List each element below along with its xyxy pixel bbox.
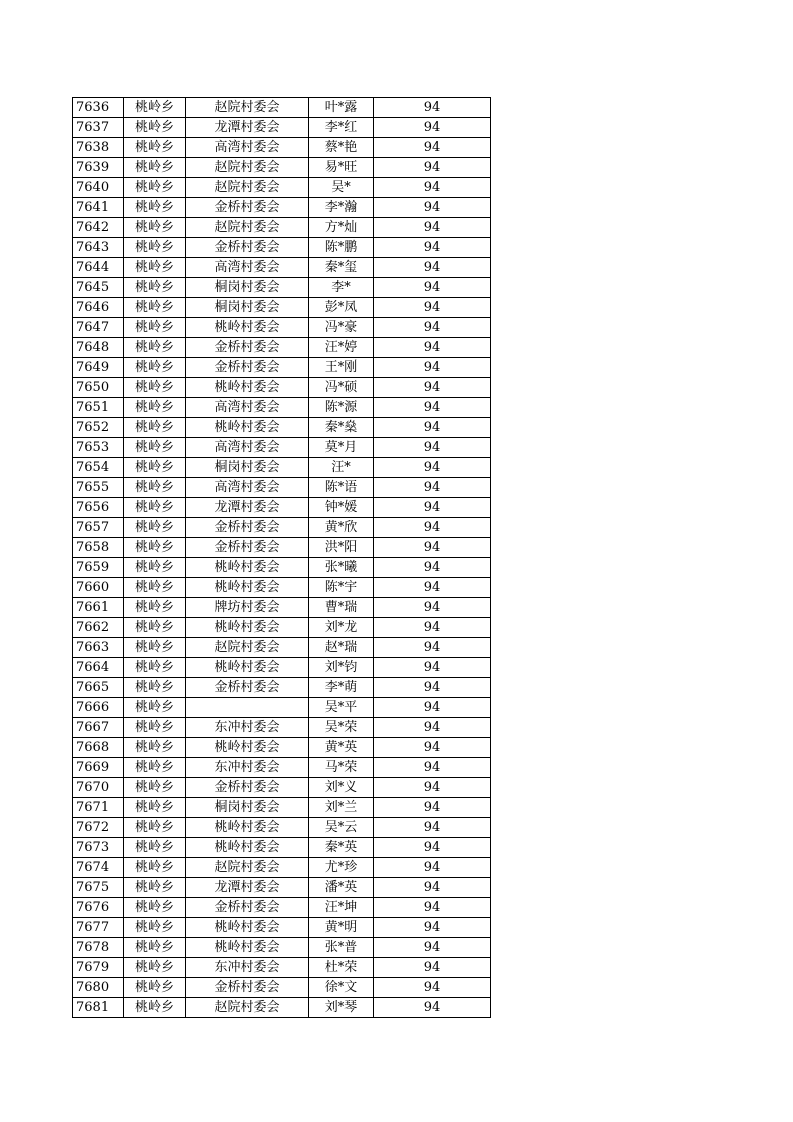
person-name-cell: 曹*瑞: [309, 598, 374, 618]
table-row: [73, 318, 491, 338]
village-committee-cell: 赵院村委会: [186, 218, 309, 238]
score-cell: 94: [374, 838, 491, 858]
township-cell: 桃岭乡: [124, 498, 186, 518]
village-committee-cell: 高湾村委会: [186, 258, 309, 278]
score-cell: 94: [374, 158, 491, 178]
village-committee-cell: 桃岭村委会: [186, 378, 309, 398]
row-number-cell: 7650: [73, 378, 124, 398]
person-name-cell: 王*刚: [309, 358, 374, 378]
person-name-cell: 洪*阳: [309, 538, 374, 558]
row-number-cell: 7677: [73, 918, 124, 938]
township-cell: 桃岭乡: [124, 678, 186, 698]
person-name-cell: 莫*月: [309, 438, 374, 458]
table-row: [73, 558, 491, 578]
person-name-cell: 钟*媛: [309, 498, 374, 518]
person-name-cell: 李*萌: [309, 678, 374, 698]
score-cell: 94: [374, 458, 491, 478]
score-cell: 94: [374, 358, 491, 378]
township-cell: 桃岭乡: [124, 738, 186, 758]
score-cell: 94: [374, 138, 491, 158]
row-number-cell: 7638: [73, 138, 124, 158]
township-cell: 桃岭乡: [124, 338, 186, 358]
table-row: [73, 878, 491, 898]
township-cell: 桃岭乡: [124, 858, 186, 878]
village-committee-cell: 高湾村委会: [186, 138, 309, 158]
township-cell: 桃岭乡: [124, 958, 186, 978]
table-row: [73, 578, 491, 598]
table-row: [73, 538, 491, 558]
table-row: [73, 498, 491, 518]
row-number-cell: 7666: [73, 698, 124, 718]
table-row: [73, 518, 491, 538]
table-row: [73, 798, 491, 818]
score-cell: 94: [374, 98, 491, 118]
table-row: [73, 198, 491, 218]
row-number-cell: 7651: [73, 398, 124, 418]
person-name-cell: 潘*英: [309, 878, 374, 898]
row-number-cell: 7645: [73, 278, 124, 298]
village-committee-cell: 金桥村委会: [186, 238, 309, 258]
person-name-cell: 李*红: [309, 118, 374, 138]
row-number-cell: 7652: [73, 418, 124, 438]
village-committee-cell: 东冲村委会: [186, 758, 309, 778]
township-cell: 桃岭乡: [124, 898, 186, 918]
township-cell: 桃岭乡: [124, 418, 186, 438]
table-row: [73, 138, 491, 158]
score-cell: 94: [374, 878, 491, 898]
township-cell: 桃岭乡: [124, 458, 186, 478]
table-row: [73, 458, 491, 478]
person-name-cell: 黄*欣: [309, 518, 374, 538]
person-name-cell: 秦*玺: [309, 258, 374, 278]
person-name-cell: 刘*琴: [309, 998, 374, 1018]
row-number-cell: 7641: [73, 198, 124, 218]
village-committee-cell: 桃岭村委会: [186, 938, 309, 958]
township-cell: 桃岭乡: [124, 118, 186, 138]
table-row: [73, 658, 491, 678]
row-number-cell: 7642: [73, 218, 124, 238]
village-committee-cell: [186, 698, 309, 718]
village-committee-cell: 金桥村委会: [186, 358, 309, 378]
row-number-cell: 7639: [73, 158, 124, 178]
village-committee-cell: 东冲村委会: [186, 718, 309, 738]
table-row: [73, 158, 491, 178]
roster-body: [73, 98, 491, 1018]
person-name-cell: 杜*荣: [309, 958, 374, 978]
village-committee-cell: 龙潭村委会: [186, 498, 309, 518]
row-number-cell: 7658: [73, 538, 124, 558]
table-row: [73, 238, 491, 258]
score-cell: 94: [374, 898, 491, 918]
person-name-cell: 刘*钧: [309, 658, 374, 678]
township-cell: 桃岭乡: [124, 778, 186, 798]
township-cell: 桃岭乡: [124, 138, 186, 158]
township-cell: 桃岭乡: [124, 718, 186, 738]
table-row: [73, 838, 491, 858]
score-cell: 94: [374, 818, 491, 838]
table-row: [73, 178, 491, 198]
township-cell: 桃岭乡: [124, 518, 186, 538]
township-cell: 桃岭乡: [124, 558, 186, 578]
village-committee-cell: 桐岗村委会: [186, 298, 309, 318]
township-cell: 桃岭乡: [124, 818, 186, 838]
table-row: [73, 218, 491, 238]
score-cell: 94: [374, 958, 491, 978]
township-cell: 桃岭乡: [124, 98, 186, 118]
township-cell: 桃岭乡: [124, 378, 186, 398]
village-committee-cell: 赵院村委会: [186, 158, 309, 178]
roster-table: [72, 97, 491, 1018]
row-number-cell: 7672: [73, 818, 124, 838]
score-cell: 94: [374, 378, 491, 398]
score-cell: 94: [374, 478, 491, 498]
table-row: [73, 858, 491, 878]
table-row: [73, 998, 491, 1018]
person-name-cell: 汪*: [309, 458, 374, 478]
score-cell: 94: [374, 758, 491, 778]
table-row: [73, 898, 491, 918]
score-cell: 94: [374, 798, 491, 818]
person-name-cell: 黄*明: [309, 918, 374, 938]
table-row: [73, 938, 491, 958]
table-row: [73, 478, 491, 498]
township-cell: 桃岭乡: [124, 298, 186, 318]
row-number-cell: 7656: [73, 498, 124, 518]
village-committee-cell: 高湾村委会: [186, 398, 309, 418]
row-number-cell: 7662: [73, 618, 124, 638]
row-number-cell: 7673: [73, 838, 124, 858]
row-number-cell: 7649: [73, 358, 124, 378]
score-cell: 94: [374, 238, 491, 258]
score-cell: 94: [374, 218, 491, 238]
score-cell: 94: [374, 778, 491, 798]
table-row: [73, 738, 491, 758]
person-name-cell: 赵*瑞: [309, 638, 374, 658]
person-name-cell: 蔡*艳: [309, 138, 374, 158]
row-number-cell: 7668: [73, 738, 124, 758]
row-number-cell: 7669: [73, 758, 124, 778]
township-cell: 桃岭乡: [124, 998, 186, 1018]
score-cell: 94: [374, 198, 491, 218]
village-committee-cell: 赵院村委会: [186, 98, 309, 118]
table-row: [73, 678, 491, 698]
village-committee-cell: 高湾村委会: [186, 438, 309, 458]
village-committee-cell: 桐岗村委会: [186, 458, 309, 478]
township-cell: 桃岭乡: [124, 918, 186, 938]
village-committee-cell: 桃岭村委会: [186, 318, 309, 338]
person-name-cell: 陈*语: [309, 478, 374, 498]
person-name-cell: 李*: [309, 278, 374, 298]
township-cell: 桃岭乡: [124, 218, 186, 238]
row-number-cell: 7646: [73, 298, 124, 318]
row-number-cell: 7643: [73, 238, 124, 258]
township-cell: 桃岭乡: [124, 938, 186, 958]
village-committee-cell: 桃岭村委会: [186, 738, 309, 758]
table-row: [73, 598, 491, 618]
score-cell: 94: [374, 858, 491, 878]
table-row: [73, 758, 491, 778]
row-number-cell: 7637: [73, 118, 124, 138]
row-number-cell: 7667: [73, 718, 124, 738]
row-number-cell: 7657: [73, 518, 124, 538]
row-number-cell: 7636: [73, 98, 124, 118]
township-cell: 桃岭乡: [124, 438, 186, 458]
table-row: [73, 278, 491, 298]
row-number-cell: 7660: [73, 578, 124, 598]
village-committee-cell: 赵院村委会: [186, 638, 309, 658]
row-number-cell: 7648: [73, 338, 124, 358]
row-number-cell: 7671: [73, 798, 124, 818]
township-cell: 桃岭乡: [124, 798, 186, 818]
score-cell: 94: [374, 618, 491, 638]
village-committee-cell: 桃岭村委会: [186, 418, 309, 438]
person-name-cell: 徐*文: [309, 978, 374, 998]
township-cell: 桃岭乡: [124, 978, 186, 998]
village-committee-cell: 牌坊村委会: [186, 598, 309, 618]
village-committee-cell: 龙潭村委会: [186, 118, 309, 138]
village-committee-cell: 金桥村委会: [186, 778, 309, 798]
table-row: [73, 338, 491, 358]
person-name-cell: 李*瀚: [309, 198, 374, 218]
township-cell: 桃岭乡: [124, 358, 186, 378]
person-name-cell: 刘*兰: [309, 798, 374, 818]
person-name-cell: 刘*龙: [309, 618, 374, 638]
score-cell: 94: [374, 718, 491, 738]
table-row: [73, 378, 491, 398]
row-number-cell: 7654: [73, 458, 124, 478]
person-name-cell: 吴*: [309, 178, 374, 198]
village-committee-cell: 桃岭村委会: [186, 918, 309, 938]
person-name-cell: 尤*珍: [309, 858, 374, 878]
score-cell: 94: [374, 918, 491, 938]
township-cell: 桃岭乡: [124, 278, 186, 298]
person-name-cell: 汪*坤: [309, 898, 374, 918]
village-committee-cell: 桃岭村委会: [186, 578, 309, 598]
township-cell: 桃岭乡: [124, 478, 186, 498]
score-cell: 94: [374, 558, 491, 578]
person-name-cell: 汪*婷: [309, 338, 374, 358]
township-cell: 桃岭乡: [124, 838, 186, 858]
person-name-cell: 方*灿: [309, 218, 374, 238]
table-row: [73, 718, 491, 738]
person-name-cell: 马*荣: [309, 758, 374, 778]
row-number-cell: 7674: [73, 858, 124, 878]
village-committee-cell: 桃岭村委会: [186, 818, 309, 838]
score-cell: 94: [374, 698, 491, 718]
table-row: [73, 618, 491, 638]
score-cell: 94: [374, 398, 491, 418]
township-cell: 桃岭乡: [124, 878, 186, 898]
table-row: [73, 698, 491, 718]
person-name-cell: 陈*鹏: [309, 238, 374, 258]
person-name-cell: 吴*荣: [309, 718, 374, 738]
person-name-cell: 黄*英: [309, 738, 374, 758]
township-cell: 桃岭乡: [124, 158, 186, 178]
person-name-cell: 吴*平: [309, 698, 374, 718]
village-committee-cell: 金桥村委会: [186, 338, 309, 358]
village-committee-cell: 龙潭村委会: [186, 878, 309, 898]
row-number-cell: 7663: [73, 638, 124, 658]
person-name-cell: 叶*露: [309, 98, 374, 118]
village-committee-cell: 金桥村委会: [186, 538, 309, 558]
person-name-cell: 秦*英: [309, 838, 374, 858]
score-cell: 94: [374, 338, 491, 358]
score-cell: 94: [374, 658, 491, 678]
score-cell: 94: [374, 738, 491, 758]
village-committee-cell: 高湾村委会: [186, 478, 309, 498]
township-cell: 桃岭乡: [124, 618, 186, 638]
village-committee-cell: 桃岭村委会: [186, 838, 309, 858]
person-name-cell: 刘*义: [309, 778, 374, 798]
township-cell: 桃岭乡: [124, 638, 186, 658]
row-number-cell: 7681: [73, 998, 124, 1018]
person-name-cell: 彭*凤: [309, 298, 374, 318]
row-number-cell: 7659: [73, 558, 124, 578]
row-number-cell: 7670: [73, 778, 124, 798]
person-name-cell: 易*旺: [309, 158, 374, 178]
township-cell: 桃岭乡: [124, 538, 186, 558]
township-cell: 桃岭乡: [124, 658, 186, 678]
table-row: [73, 778, 491, 798]
table-row: [73, 818, 491, 838]
person-name-cell: 冯*豪: [309, 318, 374, 338]
village-committee-cell: 金桥村委会: [186, 978, 309, 998]
score-cell: 94: [374, 518, 491, 538]
person-name-cell: 张*普: [309, 938, 374, 958]
row-number-cell: 7675: [73, 878, 124, 898]
person-name-cell: 吴*云: [309, 818, 374, 838]
village-committee-cell: 金桥村委会: [186, 518, 309, 538]
score-cell: 94: [374, 418, 491, 438]
village-committee-cell: 金桥村委会: [186, 678, 309, 698]
table-row: [73, 978, 491, 998]
score-cell: 94: [374, 598, 491, 618]
row-number-cell: 7665: [73, 678, 124, 698]
table-row: [73, 398, 491, 418]
score-cell: 94: [374, 178, 491, 198]
table-row: [73, 298, 491, 318]
table-row: [73, 958, 491, 978]
person-name-cell: 张*曦: [309, 558, 374, 578]
township-cell: 桃岭乡: [124, 758, 186, 778]
score-cell: 94: [374, 998, 491, 1018]
table-row: [73, 638, 491, 658]
village-committee-cell: 桃岭村委会: [186, 658, 309, 678]
score-cell: 94: [374, 298, 491, 318]
row-number-cell: 7640: [73, 178, 124, 198]
person-name-cell: 陈*宇: [309, 578, 374, 598]
person-name-cell: 陈*源: [309, 398, 374, 418]
township-cell: 桃岭乡: [124, 238, 186, 258]
village-committee-cell: 桃岭村委会: [186, 558, 309, 578]
row-number-cell: 7678: [73, 938, 124, 958]
score-cell: 94: [374, 678, 491, 698]
row-number-cell: 7644: [73, 258, 124, 278]
township-cell: 桃岭乡: [124, 698, 186, 718]
village-committee-cell: 金桥村委会: [186, 198, 309, 218]
township-cell: 桃岭乡: [124, 598, 186, 618]
score-cell: 94: [374, 318, 491, 338]
table-row: [73, 258, 491, 278]
row-number-cell: 7655: [73, 478, 124, 498]
score-cell: 94: [374, 578, 491, 598]
township-cell: 桃岭乡: [124, 258, 186, 278]
table-row: [73, 438, 491, 458]
village-committee-cell: 赵院村委会: [186, 998, 309, 1018]
township-cell: 桃岭乡: [124, 198, 186, 218]
score-cell: 94: [374, 638, 491, 658]
score-cell: 94: [374, 538, 491, 558]
village-committee-cell: 桃岭村委会: [186, 618, 309, 638]
score-cell: 94: [374, 118, 491, 138]
township-cell: 桃岭乡: [124, 178, 186, 198]
person-name-cell: 冯*硕: [309, 378, 374, 398]
village-committee-cell: 金桥村委会: [186, 898, 309, 918]
village-committee-cell: 赵院村委会: [186, 858, 309, 878]
table-row: [73, 118, 491, 138]
row-number-cell: 7661: [73, 598, 124, 618]
row-number-cell: 7664: [73, 658, 124, 678]
score-cell: 94: [374, 978, 491, 998]
score-cell: 94: [374, 278, 491, 298]
row-number-cell: 7647: [73, 318, 124, 338]
township-cell: 桃岭乡: [124, 398, 186, 418]
person-name-cell: 秦*燊: [309, 418, 374, 438]
row-number-cell: 7680: [73, 978, 124, 998]
table-row: [73, 918, 491, 938]
village-committee-cell: 赵院村委会: [186, 178, 309, 198]
table-row: [73, 358, 491, 378]
row-number-cell: 7679: [73, 958, 124, 978]
score-cell: 94: [374, 938, 491, 958]
table-row: [73, 98, 491, 118]
score-cell: 94: [374, 258, 491, 278]
row-number-cell: 7676: [73, 898, 124, 918]
table-row: [73, 418, 491, 438]
village-committee-cell: 东冲村委会: [186, 958, 309, 978]
township-cell: 桃岭乡: [124, 318, 186, 338]
row-number-cell: 7653: [73, 438, 124, 458]
township-cell: 桃岭乡: [124, 578, 186, 598]
village-committee-cell: 桐岗村委会: [186, 798, 309, 818]
village-committee-cell: 桐岗村委会: [186, 278, 309, 298]
score-cell: 94: [374, 438, 491, 458]
score-cell: 94: [374, 498, 491, 518]
